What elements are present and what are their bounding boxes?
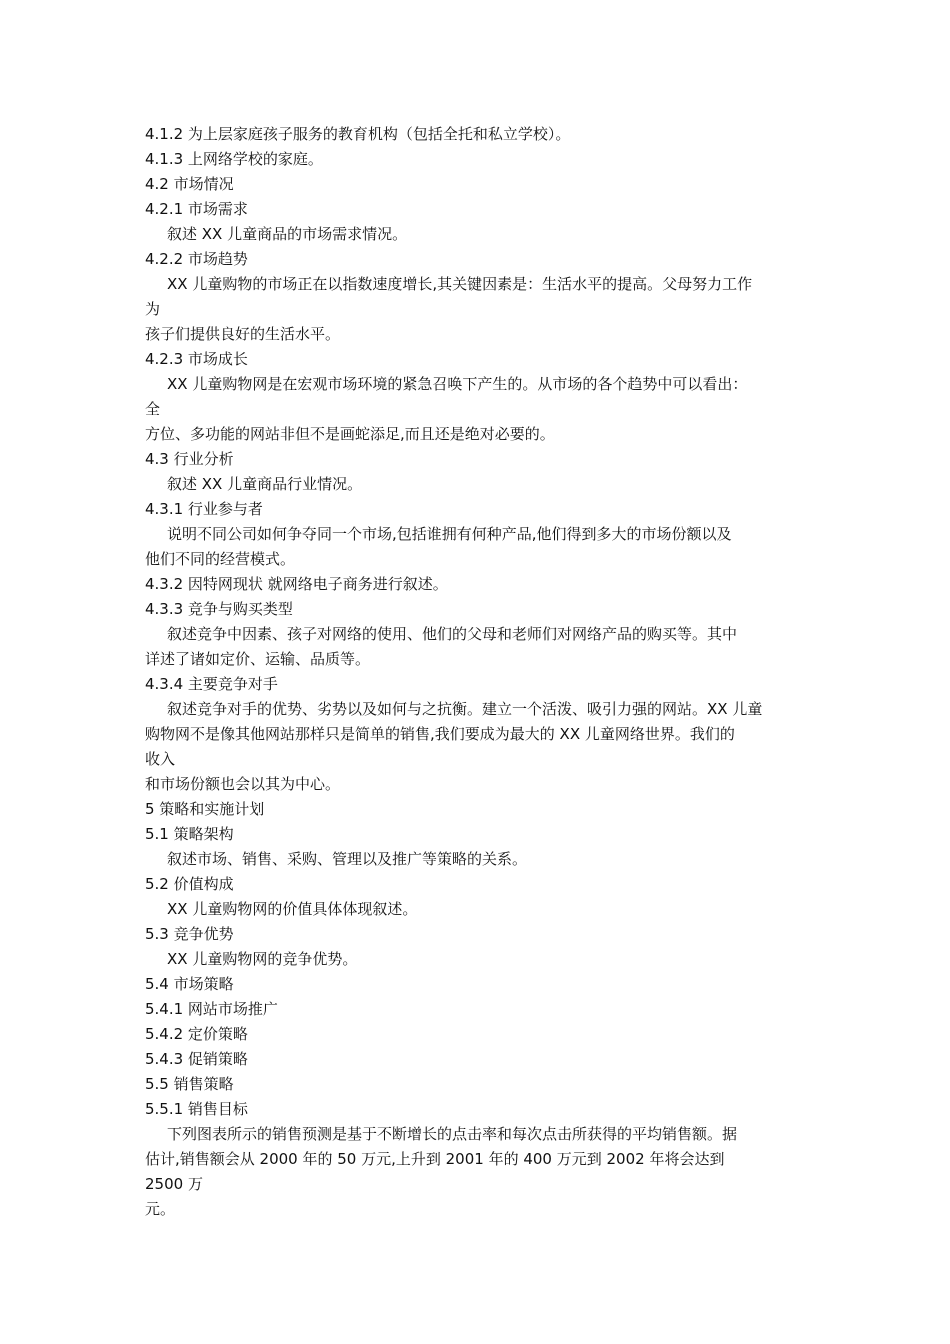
document-line: 元。 bbox=[145, 1200, 176, 1218]
document-line: 叙述 XX 儿童商品的市场需求情况。 bbox=[167, 225, 408, 243]
document-line: 叙述竞争中因素、孩子对网络的使用、他们的父母和老师们对网络产品的购买等。其中 bbox=[167, 625, 738, 643]
document-line: 2500 万 bbox=[145, 1175, 203, 1193]
document-body bbox=[145, 122, 817, 1222]
document-line: 4.2.2 市场趋势 bbox=[145, 250, 248, 268]
document-line: 5.3 竞争优势 bbox=[145, 925, 234, 943]
document-line: 5.5.1 销售目标 bbox=[145, 1100, 248, 1118]
document-line: 估计,销售额会从 2000 年的 50 万元,上升到 2001 年的 400 万元到 2002 年将会达到 bbox=[145, 1150, 725, 1168]
document-line: 购物网不是像其他网站那样只是简单的销售,我们要成为最大的 XX 儿童网络世界。我们的 bbox=[145, 725, 735, 743]
document-line: 4.3.4 主要竞争对手 bbox=[145, 675, 278, 693]
document-line: 4.1.3 上网络学校的家庭。 bbox=[145, 150, 323, 168]
document-line: 4.3 行业分析 bbox=[145, 450, 234, 468]
document-line: 详述了诸如定价、运输、品质等。 bbox=[145, 650, 371, 668]
document-line: 5.5 销售策略 bbox=[145, 1075, 234, 1093]
document-line: 收入 bbox=[145, 750, 176, 768]
document-line: 5.4.1 网站市场推广 bbox=[145, 1000, 278, 1018]
document-line: 和市场份额也会以其为中心。 bbox=[145, 775, 341, 793]
document-line: 4.1.2 为上层家庭孩子服务的教育机构（包括全托和私立学校）。 bbox=[145, 125, 571, 143]
document-line: 叙述 XX 儿童商品行业情况。 bbox=[167, 475, 363, 493]
document-line: 叙述竞争对手的优势、劣势以及如何与之抗衡。建立一个活泼、吸引力强的网站。XX 儿童 bbox=[167, 700, 763, 718]
document-line: 4.2.1 市场需求 bbox=[145, 200, 248, 218]
document-line: 孩子们提供良好的生活水平。 bbox=[145, 325, 341, 343]
document-line: 5.2 价值构成 bbox=[145, 875, 234, 893]
document-line: 为 bbox=[145, 300, 161, 318]
document-line: 5.4.3 促销策略 bbox=[145, 1050, 248, 1068]
document-line: 4.3.3 竞争与购买类型 bbox=[145, 600, 293, 618]
document-line: XX 儿童购物网是在宏观市场环境的紧急召唤下产生的。从市场的各个趋势中可以看出： bbox=[167, 375, 748, 393]
document-line: 4.3.1 行业参与者 bbox=[145, 500, 263, 518]
document-line: XX 儿童购物网的竞争优势。 bbox=[167, 950, 358, 968]
document-line: 5.1 策略架构 bbox=[145, 825, 234, 843]
document-line: 下列图表所示的销售预测是基于不断增长的点击率和每次点击所获得的平均销售额。据 bbox=[167, 1125, 738, 1143]
document-line: 4.2 市场情况 bbox=[145, 175, 234, 193]
document-line: 他们不同的经营模式。 bbox=[145, 550, 296, 568]
document-line: 方位、多功能的网站非但不是画蛇添足,而且还是绝对必要的。 bbox=[145, 425, 555, 443]
document-line: 4.3.2 因特网现状 就网络电子商务进行叙述。 bbox=[145, 575, 448, 593]
document-line: 说明不同公司如何争夺同一个市场,包括谁拥有何种产品,他们得到多大的市场份额以及 bbox=[167, 525, 732, 543]
document-line: 5 策略和实施计划 bbox=[145, 800, 265, 818]
document-line: 5.4 市场策略 bbox=[145, 975, 234, 993]
document-line: 全 bbox=[145, 400, 161, 418]
document-line: XX 儿童购物网的价值具体体现叙述。 bbox=[167, 900, 418, 918]
document-line: 5.4.2 定价策略 bbox=[145, 1025, 248, 1043]
document-line: 4.2.3 市场成长 bbox=[145, 350, 248, 368]
document-line: XX 儿童购物的市场正在以指数速度增长,其关键因素是：生活水平的提高。父母努力工作 bbox=[167, 275, 753, 293]
document-line: 叙述市场、销售、采购、管理以及推广等策略的关系。 bbox=[167, 850, 528, 868]
